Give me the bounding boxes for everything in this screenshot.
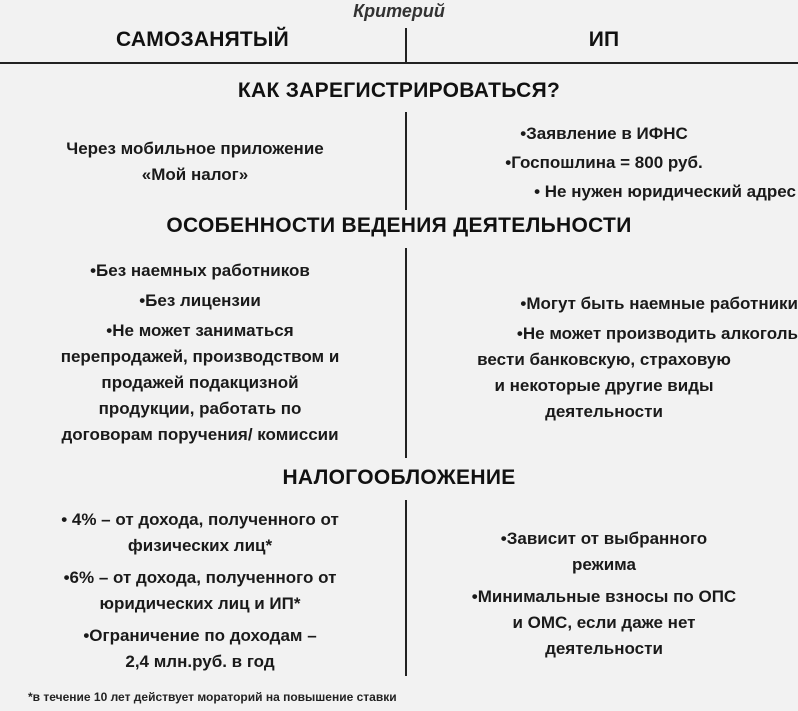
taxation-left-line: • 4% – от дохода, полученного от <box>61 510 339 529</box>
taxation-left-line: юридических лиц и ИП* <box>99 594 301 613</box>
taxation-left-cell <box>0 507 400 675</box>
registration-right-line: • Не нужен юридический адрес <box>534 182 796 201</box>
section-title-registration: КАК ЗАРЕГИСТРИРОВАТЬСЯ? <box>237 79 561 102</box>
column-divider-registration <box>405 112 407 210</box>
features-left-line: продажей подакцизной <box>101 373 299 392</box>
features-left-line: продукции, работать по <box>98 399 302 418</box>
column-divider-taxation <box>405 500 407 676</box>
taxation-right-line: режима <box>572 555 636 574</box>
header-divider <box>0 62 798 64</box>
column-divider-features <box>405 248 407 458</box>
features-left-line: перепродажей, производством и <box>60 347 340 366</box>
criterion-label: Критерий <box>353 1 445 21</box>
features-right-line: и некоторые другие виды <box>494 376 714 395</box>
column-title-self-employed: САМОЗАНЯТЫЙ <box>116 28 289 51</box>
taxation-right-line: •Зависит от выбранного <box>500 529 708 548</box>
features-left-line: •Не может заниматься <box>106 321 294 340</box>
registration-left-line: «Мой налог» <box>141 165 249 184</box>
column-divider-header <box>405 28 407 62</box>
section-title-features: ОСОБЕННОСТИ ВЕДЕНИЯ ДЕЯТЕЛЬНОСТИ <box>166 214 632 237</box>
taxation-left-line: 2,4 млн.руб. в год <box>125 652 275 671</box>
taxation-left-line: •6% – от дохода, полученного от <box>63 568 337 587</box>
features-right-line: вести банковскую, страховую <box>477 350 731 369</box>
footnote: *в течение 10 лет действует мораторий на повышение ставки <box>28 690 397 704</box>
registration-right-cell <box>410 119 798 206</box>
registration-left-cell <box>0 136 390 188</box>
taxation-right-line: деятельности <box>545 639 663 658</box>
features-left-line: •Без наемных работников <box>90 261 310 280</box>
features-right-line: деятельности <box>545 402 663 421</box>
features-left-line: •Без лицензии <box>139 291 261 310</box>
taxation-right-line: и ОМС, если даже нет <box>512 613 696 632</box>
features-right-cell <box>410 291 798 425</box>
features-right-line: •Не может производить алкоголь <box>516 324 798 343</box>
taxation-left-line: •Ограничение по доходам – <box>83 626 317 645</box>
features-left-line: договорам поручения/ комиссии <box>61 425 339 444</box>
registration-right-line: •Заявление в ИФНС <box>520 124 688 143</box>
taxation-right-cell <box>410 526 798 662</box>
taxation-right-line: •Минимальные взносы по ОПС <box>471 587 737 606</box>
features-left-cell <box>0 258 400 448</box>
features-right-line: •Могут быть наемные работники <box>520 294 798 313</box>
taxation-left-line: физических лиц* <box>127 536 273 555</box>
section-title-taxation: НАЛОГООБЛОЖЕНИЕ <box>282 466 516 489</box>
registration-left-line: Через мобильное приложение <box>66 139 324 158</box>
registration-right-line: •Госпошлина = 800 руб. <box>505 153 703 172</box>
column-title-ip: ИП <box>588 28 620 51</box>
